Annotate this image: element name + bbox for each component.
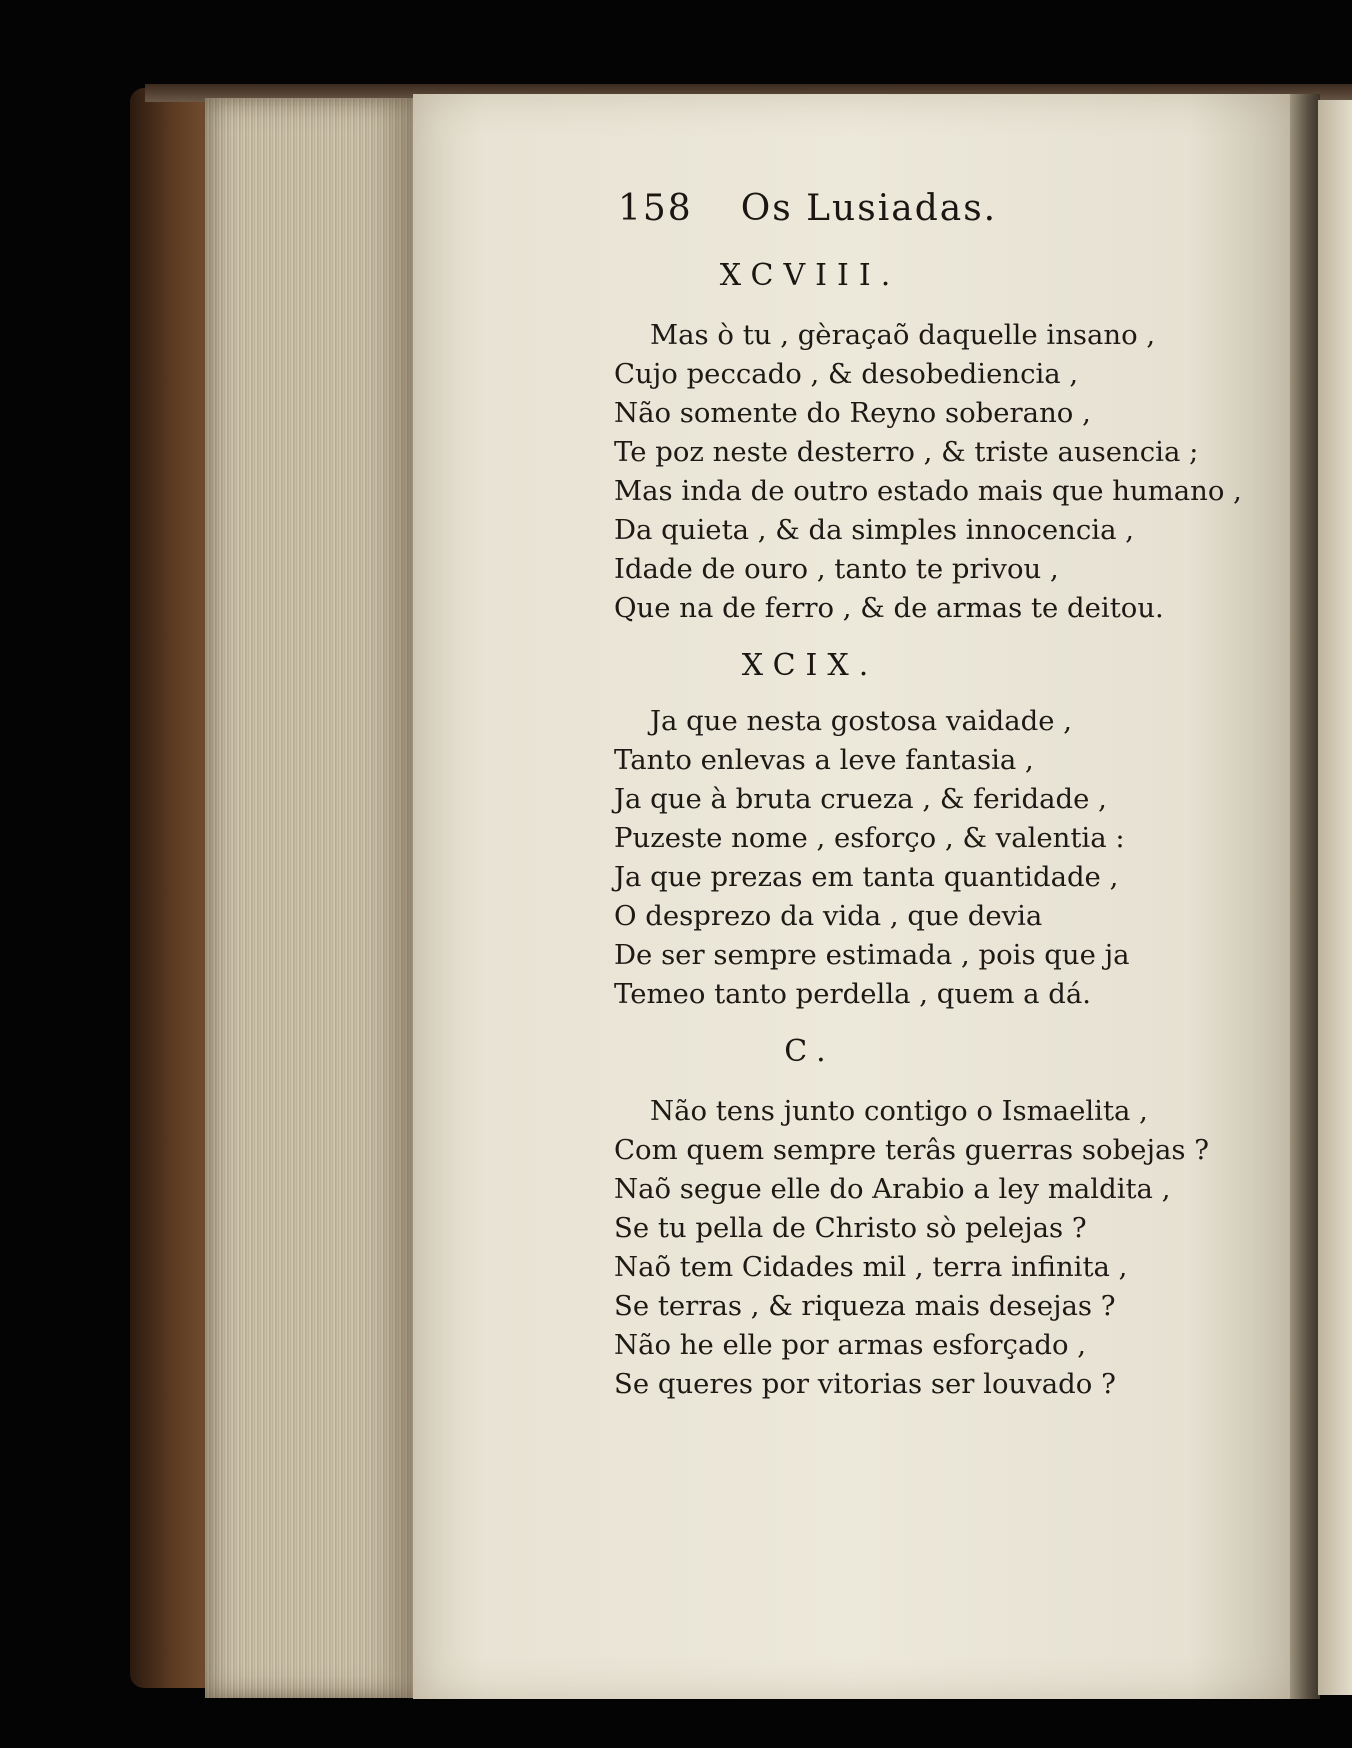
verse-line: Se queres por vitorias ser louvado ?: [614, 1368, 1116, 1400]
verse-line: Mas inda de outro estado mais que humano ,: [614, 475, 1242, 507]
verse-line: Se terras , & riqueza mais desejas ?: [614, 1290, 1116, 1322]
verse-line: Naõ segue elle do Arabio a ley maldita ,: [614, 1173, 1171, 1205]
verse-line: Não tens junto contigo o Ismaelita ,: [650, 1095, 1148, 1127]
page-number: 158: [618, 188, 693, 229]
book-gutter: [1290, 94, 1320, 1699]
verse-line: Tanto enlevas a leve fantasia ,: [614, 744, 1034, 776]
facing-page-edge: [1318, 100, 1352, 1695]
verse-line: Te poz neste desterro , & triste ausencia ;: [614, 436, 1199, 468]
verse-line: Temeo tanto perdella , quem a dá.: [614, 978, 1092, 1010]
verse-line: Ja que prezas em tanta quantidade ,: [614, 861, 1119, 893]
stanza-lines: [614, 1092, 1234, 1404]
stanza-numeral: C.: [784, 1034, 836, 1069]
verse-line: Naõ tem Cidades mil , terra infinita ,: [614, 1251, 1128, 1283]
verse-line: Se tu pella de Christo sò pelejas ?: [614, 1212, 1087, 1244]
verse-line: Da quieta , & da simples innocencia ,: [614, 514, 1134, 546]
verse-line: O desprezo da vida , que devia: [614, 900, 1043, 932]
verse-line: Com quem sempre terâs guerras sobejas ?: [614, 1134, 1209, 1166]
page-edges-stack: [205, 98, 413, 1698]
verse-line: Que na de ferro , & de armas te deitou.: [614, 592, 1164, 624]
stanza-lines: [614, 316, 1242, 628]
verse-line: Não somente do Reyno soberano ,: [614, 397, 1091, 429]
page-header: [618, 188, 1098, 238]
verse-line: Ja que à bruta crueza , & feridade ,: [614, 783, 1107, 815]
stanza-lines: [614, 702, 1234, 1014]
verse-line: Idade de ouro , tanto te privou ,: [614, 553, 1059, 585]
running-title: Os Lusiadas.: [740, 188, 998, 229]
verse-line: Mas ò tu , gèraçaõ daquelle insano ,: [650, 319, 1156, 351]
verse-line: De ser sempre estimada , pois que ja: [614, 939, 1130, 971]
verse-line: Puzeste nome , esforço , & valentia :: [614, 822, 1125, 854]
verse-line: Ja que nesta gostosa vaidade ,: [650, 705, 1072, 737]
verse-line: Cujo peccado , & desobediencia ,: [614, 358, 1079, 390]
verse-line: Não he elle por armas esforçado ,: [614, 1329, 1086, 1361]
stanza-numeral: XCIX.: [741, 648, 879, 683]
stanza-numeral: XCVIII.: [719, 258, 901, 293]
